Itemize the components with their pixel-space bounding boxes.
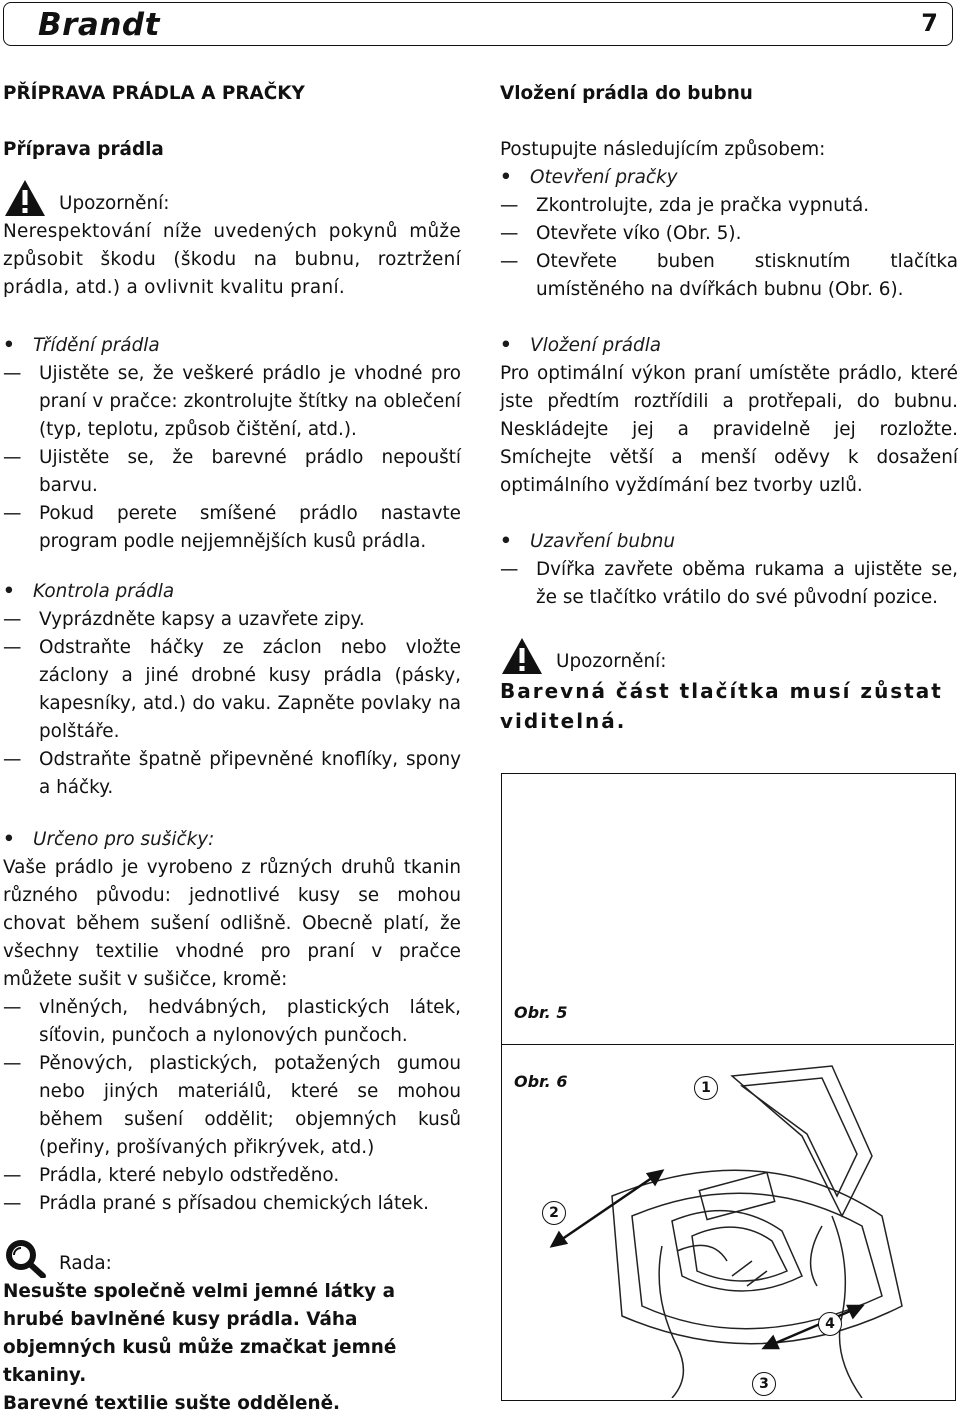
load-title: • Vložení prádla <box>500 335 662 356</box>
intro-text: Postupujte následujícím způsobem: <box>500 139 826 160</box>
callout-1: 1 <box>694 1076 718 1100</box>
section-title: PŘÍPRAVA PRÁDLA A PRAČKY <box>3 83 305 104</box>
list-item: — Ujistěte se, že barevné prádlo nepouští barvu. <box>3 447 461 496</box>
section-title: Vložení prádla do bubnu <box>500 83 753 104</box>
washer-drum-illustration <box>502 1046 954 1398</box>
callout-2: 2 <box>542 1201 566 1225</box>
list-item: — Prádla, které nebylo odstředěno. <box>3 1165 340 1186</box>
callout-3: 3 <box>752 1372 776 1396</box>
list-item: — Vyprázdněte kapsy a uzavřete zipy. <box>3 609 365 630</box>
list-item: — Otevřete víko (Obr. 5). <box>500 223 742 244</box>
tip-heading <box>3 1238 461 1278</box>
warning-label: Upozornění: <box>556 651 667 672</box>
warning-heading <box>3 178 461 218</box>
list-item: — Pokud perete smíšené prádlo nastavte program podle nejjemnějších kusů prádla. <box>3 503 461 552</box>
figure-6-label: Obr. 6 <box>514 1072 568 1091</box>
right-column <box>500 80 958 736</box>
list-item: — Odstraňte špatně připevněné knoflíky, spony a háčky. <box>3 749 461 798</box>
figure-box <box>501 773 956 1401</box>
warning-triangle-icon <box>3 178 47 218</box>
left-column <box>3 80 461 1418</box>
figure-divider <box>502 1044 954 1045</box>
magnifier-icon <box>3 1238 47 1278</box>
list-item: — Prádla prané s přísadou chemických látek. <box>3 1193 429 1214</box>
warning-triangle-icon <box>500 636 544 676</box>
tip-label: Rada: <box>59 1253 112 1274</box>
list-item: — Dvířka zavřete oběma rukama a ujistěte se, že se tlačítko vrátilo do své původní pozice. <box>500 559 958 608</box>
warning-text: Nerespektování níže uvedených pokynů může způsobit škodu (škodu na bubnu, roztržení prádla, atd.) a ovlivnit kvalitu praní. <box>3 221 461 298</box>
open-title: • Otevření pračky <box>500 167 678 188</box>
list-item: — Ujistěte se, že veškeré prádlo je vhodné pro praní v pračce: zkontrolujte štítky na oblečení (typ, teplotu, způsob čištění, atd.). <box>3 363 461 440</box>
warning-heading <box>500 636 958 676</box>
dryers-text: Vaše prádlo je vyrobeno z různých druhů tkanin různého původu: jednotlivé kusy se mohou chovat během sušení odlišně. Obecně platí, že všechny textilie vhodné pro praní v pračce můžete sušit v sušičce, kromě: <box>3 857 461 990</box>
figure-5-label: Obr. 5 <box>514 1003 568 1022</box>
check-title: • Kontrola prádla <box>3 581 175 602</box>
warning-text: Barevná část tlačítka musí zůstat viditelná. <box>500 679 943 733</box>
callout-4: 4 <box>818 1312 842 1336</box>
dryers-title: • Určeno pro sušičky: <box>3 829 215 850</box>
subsection-title: Příprava prádla <box>3 139 164 160</box>
brand-logo: Brandt <box>38 7 160 43</box>
page-header <box>3 2 953 46</box>
list-item: — Pěnových, plastických, potažených gumou nebo jiných materiálů, které se mohou během sušení oddělit; objemných kusů (peřiny, prošívaných přikrývek, atd.) <box>3 1053 461 1158</box>
list-item: — vlněných, hedvábných, plastických látek, síťovin, punčoch a nylonových punčoch. <box>3 997 461 1046</box>
list-item: — Odstraňte háčky ze záclon nebo vložte záclony a jiné drobné kusy prádla (pásky, kapesníky, atd.) do vaku. Zapněte povlaky na polštáře. <box>3 637 461 742</box>
tip-text: Nesušte společně velmi jemné látky a hrubé bavlněné kusy prádla. Váha objemných kusů může zmačkat jemné tkaniny. <box>3 1281 397 1386</box>
tip-text-2: Barevné textilie sušte odděleně. <box>3 1393 341 1414</box>
close-title: • Uzavření bubnu <box>500 531 676 552</box>
warning-label: Upozornění: <box>59 193 170 214</box>
list-item: — Zkontrolujte, zda je pračka vypnutá. <box>500 195 870 216</box>
load-text: Pro optimální výkon praní umístěte prádlo, které jste předtím roztřídili a protřepali, do bubnu. Neskládejte jej a pravidelně jej rozložte. Smíchejte větší a menší oděvy k dosažení optimálního vyždímání bez tvorby uzlů. <box>500 363 958 496</box>
list-item: — Otevřete buben stisknutím tlačítka umístěného na dvířkách bubnu (Obr. 6). <box>500 251 958 300</box>
page-number: 7 <box>921 9 938 37</box>
sorting-title: • Třídění prádla <box>3 335 160 356</box>
